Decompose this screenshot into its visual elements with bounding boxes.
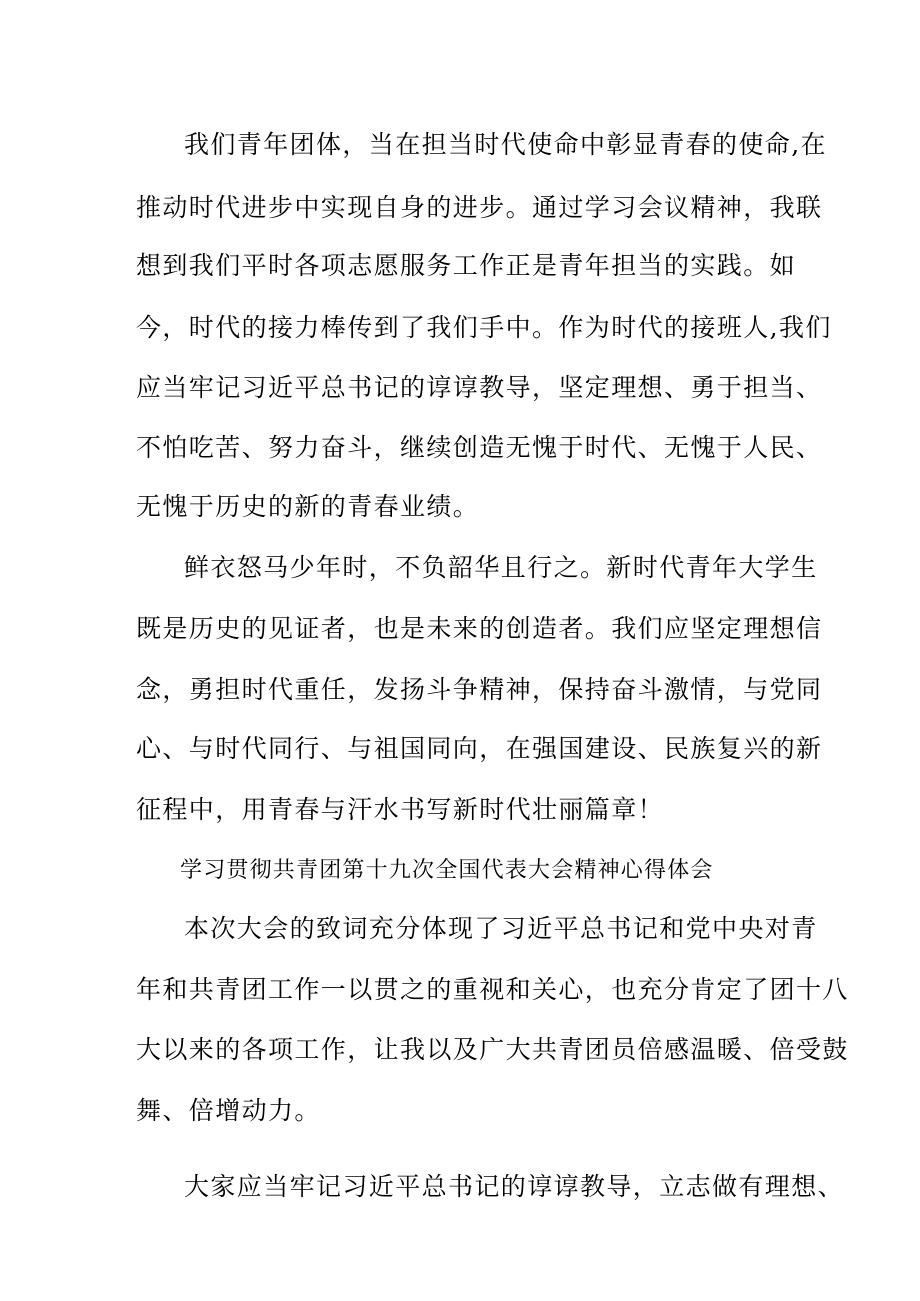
paragraph-2-line-2: 既是历史的见证者，也是未来的创造者。我们应坚定理想信	[136, 614, 823, 643]
paragraph-1-line-4: 今，时代的接力棒传到了我们手中。作为时代的接班人,我们	[136, 313, 832, 342]
paragraph-2-line-4: 心、与时代同行、与祖国同向，在强国建设、民族复兴的新	[136, 734, 823, 763]
paragraph-2-line-1: 鲜衣怒马少年时，不负韶华且行之。新时代青年大学生	[184, 553, 818, 582]
paragraph-1-line-2: 推动时代进步中实现自身的进步。通过学习会议精神，我联	[136, 193, 823, 222]
paragraph-3-line-4: 舞、倍增动力。	[136, 1096, 321, 1125]
paragraph-1-line-3: 想到我们平时各项志愿服务工作正是青年担当的实践。如	[136, 251, 797, 280]
paragraph-1-line-5: 应当牢记习近平总书记的谆谆教导，坚定理想、勇于担当、	[136, 373, 823, 402]
section-title: 学习贯彻共青团第十九次全国代表大会精神心得体会	[180, 858, 714, 883]
paragraph-1-line-6: 不怕吃苦、努力奋斗，继续创造无愧于时代、无愧于人民、	[136, 433, 823, 462]
paragraph-1-line-1: 我们青年团体，当在担当时代使命中彰显青春的使命,在	[184, 130, 827, 159]
paragraph-1-line-7: 无愧于历史的新的青春业绩。	[136, 492, 480, 521]
paragraph-3-line-2: 年和共青团工作一以贯之的重视和关心，也充分肯定了团十八	[136, 975, 849, 1004]
paragraph-2-line-5: 征程中，用青春与汗水书写新时代壮丽篇章！	[136, 795, 665, 824]
paragraph-4-line-1: 大家应当牢记习近平总书记的谆谆教导，立志做有理想、	[184, 1172, 845, 1201]
paragraph-2-line-3: 念，勇担时代重任，发扬斗争精神，保持奋斗激情，与党同	[136, 675, 823, 704]
paragraph-3-line-1: 本次大会的致词充分体现了习近平总书记和党中央对青	[184, 914, 818, 943]
paragraph-3-line-3: 大以来的各项工作，让我以及广大共青团员倍感温暖、倍受鼓	[136, 1035, 849, 1064]
